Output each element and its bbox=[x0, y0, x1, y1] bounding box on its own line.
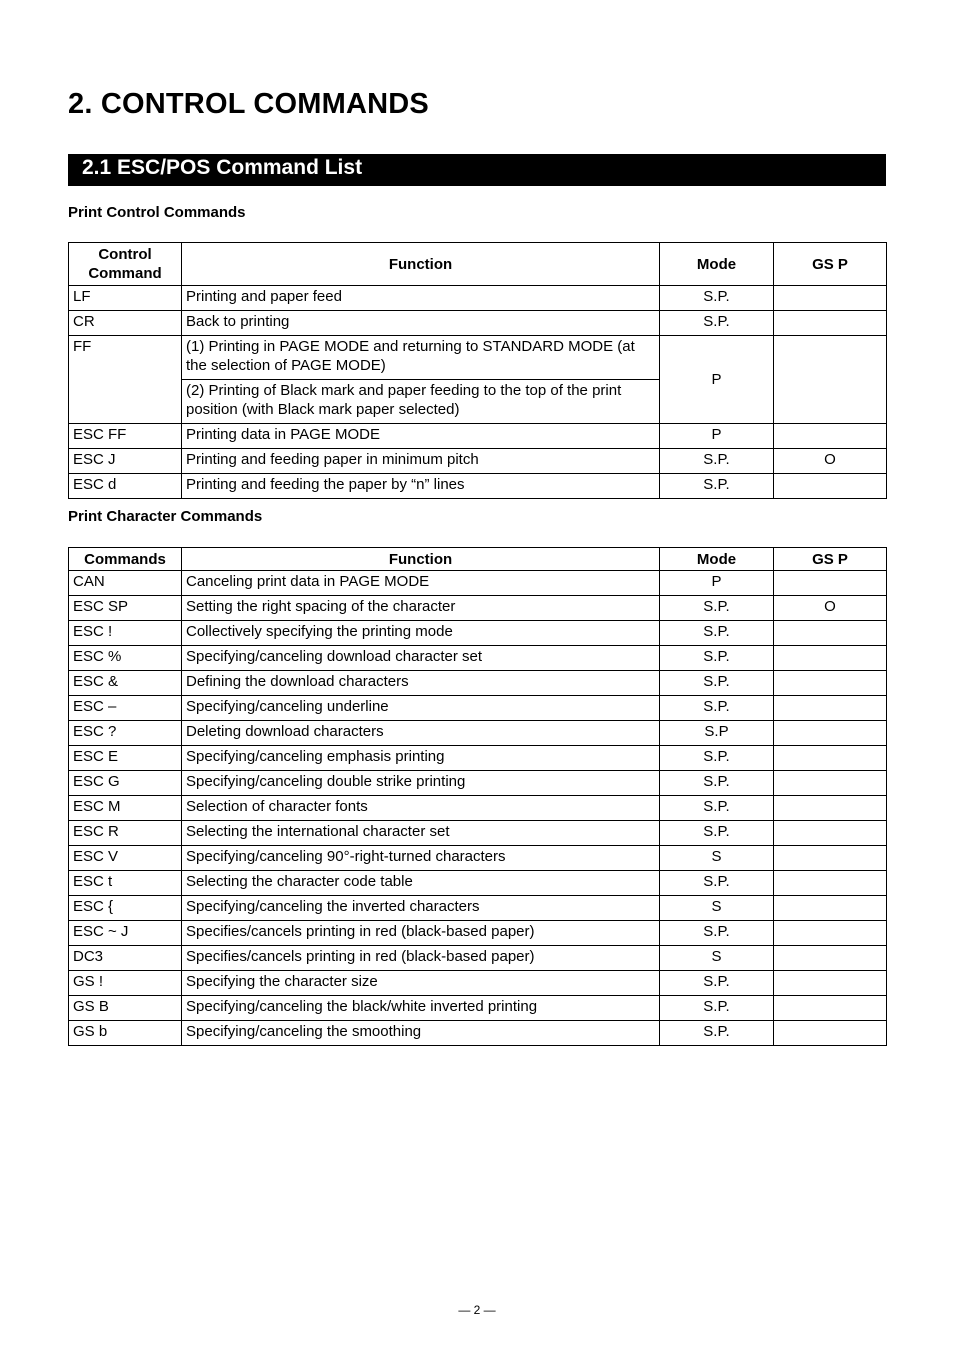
command-cell: DC3 bbox=[69, 946, 182, 971]
mode-cell: S.P. bbox=[660, 871, 774, 896]
mode-cell: S.P. bbox=[660, 971, 774, 996]
gsp-cell bbox=[774, 336, 887, 424]
function-cell: Printing and feeding paper in minimum pitch bbox=[182, 449, 660, 474]
column-header: Mode bbox=[660, 243, 774, 286]
table-row bbox=[69, 946, 887, 971]
table-row bbox=[69, 646, 887, 671]
chapter-title: 2. CONTROL COMMANDS bbox=[68, 88, 429, 120]
mode-cell: S.P. bbox=[660, 311, 774, 336]
table-row bbox=[69, 971, 887, 996]
mode-cell: P bbox=[660, 571, 774, 596]
mode-cell: P bbox=[660, 424, 774, 449]
mode-cell: P bbox=[660, 336, 774, 424]
command-cell: GS B bbox=[69, 996, 182, 1021]
table-row bbox=[69, 571, 887, 596]
table-row bbox=[69, 286, 887, 311]
table-row bbox=[69, 671, 887, 696]
gsp-cell: O bbox=[774, 596, 887, 621]
function-cell: Specifying/canceling the black/white inverted printing bbox=[182, 996, 660, 1021]
section-title: 2.1 ESC/POS Command List bbox=[68, 154, 886, 186]
function-cell: Specifying/canceling 90°-right-turned characters bbox=[182, 846, 660, 871]
command-cell: LF bbox=[69, 286, 182, 311]
function-cell: Specifying/canceling the inverted characters bbox=[182, 896, 660, 921]
print-character-rows bbox=[69, 571, 887, 1046]
gsp-cell bbox=[774, 871, 887, 896]
gsp-cell bbox=[774, 996, 887, 1021]
command-cell: FF bbox=[69, 336, 182, 424]
command-cell: ESC SP bbox=[69, 596, 182, 621]
mode-cell: S.P. bbox=[660, 1021, 774, 1046]
function-cell: Specifying/canceling download character set bbox=[182, 646, 660, 671]
table-row bbox=[69, 336, 887, 380]
mode-cell: S.P. bbox=[660, 821, 774, 846]
gsp-cell bbox=[774, 921, 887, 946]
function-cell: Specifying/canceling double strike printing bbox=[182, 771, 660, 796]
command-cell: CAN bbox=[69, 571, 182, 596]
mode-cell: S.P bbox=[660, 721, 774, 746]
column-header: Commands bbox=[69, 548, 182, 571]
gsp-cell bbox=[774, 1021, 887, 1046]
function-cell: Setting the right spacing of the character bbox=[182, 596, 660, 621]
mode-cell: S.P. bbox=[660, 771, 774, 796]
command-cell: ESC % bbox=[69, 646, 182, 671]
function-cell: Specifying the character size bbox=[182, 971, 660, 996]
column-header: Mode bbox=[660, 548, 774, 571]
mode-cell: S bbox=[660, 846, 774, 871]
mode-cell: S.P. bbox=[660, 286, 774, 311]
print-control-table bbox=[68, 242, 887, 499]
command-cell: ESC M bbox=[69, 796, 182, 821]
command-cell: ESC V bbox=[69, 846, 182, 871]
table-row bbox=[69, 796, 887, 821]
print-control-heading: Print Control Commands bbox=[68, 204, 246, 221]
table-row bbox=[69, 846, 887, 871]
mode-cell: S.P. bbox=[660, 996, 774, 1021]
mode-cell: S.P. bbox=[660, 746, 774, 771]
command-cell: ESC G bbox=[69, 771, 182, 796]
command-cell: ESC J bbox=[69, 449, 182, 474]
function-cell: Printing and feeding the paper by “n” lines bbox=[182, 474, 660, 499]
gsp-cell bbox=[774, 821, 887, 846]
gsp-cell: O bbox=[774, 449, 887, 474]
gsp-cell bbox=[774, 946, 887, 971]
table-row bbox=[69, 896, 887, 921]
table-row bbox=[69, 621, 887, 646]
column-header: Function bbox=[182, 548, 660, 571]
table-row bbox=[69, 424, 887, 449]
table-row bbox=[69, 696, 887, 721]
mode-cell: S.P. bbox=[660, 671, 774, 696]
mode-cell: S.P. bbox=[660, 646, 774, 671]
column-header: GS P bbox=[774, 548, 887, 571]
table-row bbox=[69, 871, 887, 896]
gsp-cell bbox=[774, 621, 887, 646]
function-cell: Selecting the international character set bbox=[182, 821, 660, 846]
function-cell: (2) Printing of Black mark and paper feeding to the top of the print position (with Black mark paper selected) bbox=[182, 380, 660, 424]
table-row bbox=[69, 474, 887, 499]
function-cell: Back to printing bbox=[182, 311, 660, 336]
gsp-cell bbox=[774, 846, 887, 871]
mode-cell: S.P. bbox=[660, 474, 774, 499]
column-header: Function bbox=[182, 243, 660, 286]
column-header: Control Command bbox=[69, 243, 182, 286]
table-row bbox=[69, 449, 887, 474]
function-cell: Specifies/cancels printing in red (black-based paper) bbox=[182, 946, 660, 971]
command-cell: ESC ~ J bbox=[69, 921, 182, 946]
table-row bbox=[69, 996, 887, 1021]
command-cell: ESC ? bbox=[69, 721, 182, 746]
gsp-cell bbox=[774, 286, 887, 311]
function-cell: Specifying/canceling underline bbox=[182, 696, 660, 721]
page-number: — 2 — bbox=[458, 1303, 496, 1317]
mode-cell: S.P. bbox=[660, 621, 774, 646]
table-row bbox=[69, 721, 887, 746]
mode-cell: S.P. bbox=[660, 921, 774, 946]
mode-cell: S bbox=[660, 896, 774, 921]
table-row bbox=[69, 596, 887, 621]
gsp-cell bbox=[774, 746, 887, 771]
function-cell: Printing data in PAGE MODE bbox=[182, 424, 660, 449]
table-row bbox=[69, 746, 887, 771]
table-row bbox=[69, 1021, 887, 1046]
gsp-cell bbox=[774, 796, 887, 821]
table-row bbox=[69, 821, 887, 846]
function-cell: Specifying/canceling the smoothing bbox=[182, 1021, 660, 1046]
function-cell: Printing and paper feed bbox=[182, 286, 660, 311]
function-cell: Selecting the character code table bbox=[182, 871, 660, 896]
function-cell: Specifying/canceling emphasis printing bbox=[182, 746, 660, 771]
command-cell: ESC t bbox=[69, 871, 182, 896]
mode-cell: S.P. bbox=[660, 696, 774, 721]
function-cell: Collectively specifying the printing mode bbox=[182, 621, 660, 646]
gsp-cell bbox=[774, 424, 887, 449]
table-row bbox=[69, 921, 887, 946]
table-row bbox=[69, 771, 887, 796]
function-cell: (1) Printing in PAGE MODE and returning to STANDARD MODE (at the selection of PAGE MODE) bbox=[182, 336, 660, 380]
gsp-cell bbox=[774, 474, 887, 499]
gsp-cell bbox=[774, 696, 887, 721]
gsp-cell bbox=[774, 896, 887, 921]
table-row bbox=[69, 311, 887, 336]
mode-cell: S.P. bbox=[660, 596, 774, 621]
print-character-table bbox=[68, 547, 887, 1046]
command-cell: ESC d bbox=[69, 474, 182, 499]
function-cell: Defining the download characters bbox=[182, 671, 660, 696]
command-cell: ESC R bbox=[69, 821, 182, 846]
gsp-cell bbox=[774, 671, 887, 696]
mode-cell: S.P. bbox=[660, 796, 774, 821]
gsp-cell bbox=[774, 771, 887, 796]
print-character-heading: Print Character Commands bbox=[68, 508, 263, 525]
command-cell: CR bbox=[69, 311, 182, 336]
function-cell: Specifies/cancels printing in red (black-based paper) bbox=[182, 921, 660, 946]
column-header: GS P bbox=[774, 243, 887, 286]
table-header-row bbox=[69, 243, 887, 286]
command-cell: ESC ! bbox=[69, 621, 182, 646]
gsp-cell bbox=[774, 721, 887, 746]
gsp-cell bbox=[774, 311, 887, 336]
gsp-cell bbox=[774, 971, 887, 996]
command-cell: GS ! bbox=[69, 971, 182, 996]
command-cell: ESC { bbox=[69, 896, 182, 921]
command-cell: ESC E bbox=[69, 746, 182, 771]
command-cell: ESC & bbox=[69, 671, 182, 696]
gsp-cell bbox=[774, 571, 887, 596]
function-cell: Selection of character fonts bbox=[182, 796, 660, 821]
function-cell: Deleting download characters bbox=[182, 721, 660, 746]
table-header-row bbox=[69, 548, 887, 571]
gsp-cell bbox=[774, 646, 887, 671]
mode-cell: S.P. bbox=[660, 449, 774, 474]
command-cell: ESC – bbox=[69, 696, 182, 721]
command-cell: ESC FF bbox=[69, 424, 182, 449]
mode-cell: S bbox=[660, 946, 774, 971]
function-cell: Canceling print data in PAGE MODE bbox=[182, 571, 660, 596]
command-cell: GS b bbox=[69, 1021, 182, 1046]
